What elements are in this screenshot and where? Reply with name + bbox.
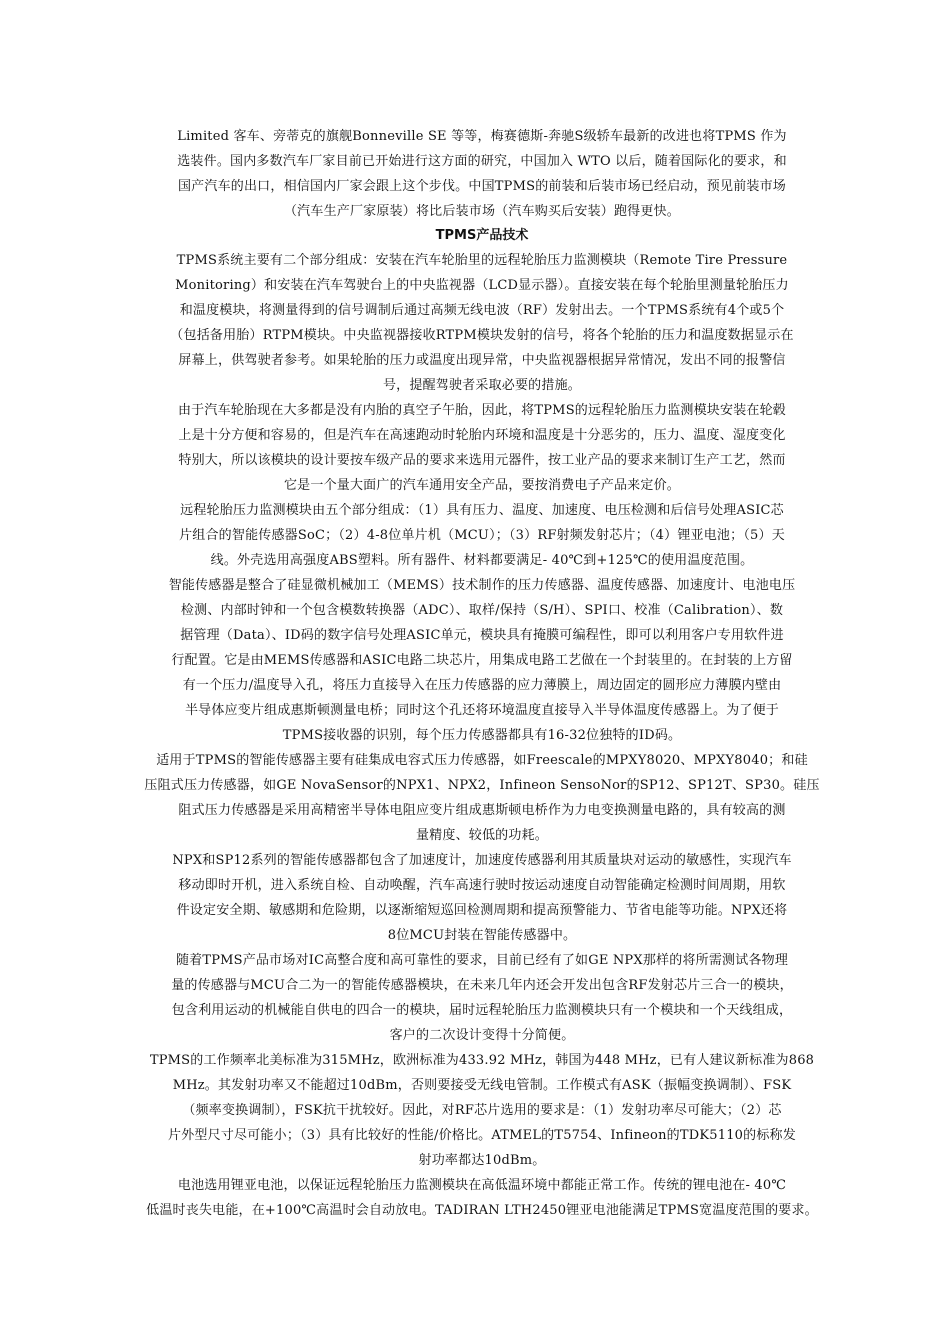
text-line: 阻式压力传感器是采用高精密半导体电阻应变片组成惠斯顿电桥作为力电变换测量电路的，具有较高的测	[178, 803, 786, 818]
text-line: 射功率都达10dBm。	[418, 1153, 546, 1168]
text-line: 片外型尺寸尽可能小；（3）具有比较好的性能/价格比。ATMEL的T5754、Infineon的TDK5110的标称发	[168, 1128, 796, 1143]
text-line: MHz。其发射功率又不能超过10dBm，否则要接受无线电管制。工作模式有ASK（振幅变换调制）、FSK	[172, 1078, 792, 1093]
text-line: 随着TPMS产品市场对IC高整合度和高可靠性的要求，目前已经有了如GE NPX那样的将所需测试各物理	[175, 953, 789, 968]
paragraph-accelerometer	[140, 848, 824, 948]
text-line: 远程轮胎压力监测模块由五个部分组成：（1）具有压力、温度、加速度、电压检测和后信号处理ASIC芯	[180, 503, 784, 518]
intro-paragraph	[140, 124, 824, 224]
text-line: 上是十分方便和容易的，但是汽车在高速跑动时轮胎内环境和温度是十分恶劣的，压力、温度、湿度变化	[178, 428, 786, 443]
text-line: 屏幕上，供驾驶者参考。如果轮胎的压力或温度出现异常，中央监视器根据异常情况，发出不同的报警信	[178, 353, 786, 368]
text-line: 件设定安全期、敏感期和危险期，以逐渐缩短巡回检测周期和提高预警能力、节省电能等功能。NPX还将	[176, 903, 788, 918]
text-line: 半导体应变片组成惠斯顿测量电桥；同时这个孔还将环境温度直接导入半导体温度传感器上。为了便于	[184, 703, 779, 718]
text-line: NPX和SP12系列的智能传感器都包含了加速度计，加速度传感器利用其质量块对运动的敏感性，实现汽车	[172, 853, 792, 868]
text-line: 国产汽车的出口，相信国内厂家会跟上这个步伐。中国TPMS的前装和后装市场已经启动，预见前装市场	[177, 179, 787, 194]
text-line: 移动即时开机，进入系统自检、自动唤醒，汽车高速行驶时按运动速度自动智能确定检测时间周期，用软	[178, 878, 786, 893]
paragraph-system-overview	[140, 248, 824, 398]
text-line: 检测、内部时钟和一个包含模数转换器（ADC）、取样/保持（S/H）、SPI口、校准（Calibration）、数	[180, 603, 784, 618]
paragraph-integration	[140, 948, 824, 1048]
text-line: （频率变换调制），FSK抗干扰较好。因此，对RF芯片选用的要求是：（1）发射功率尽可能大；（2）芯	[182, 1103, 782, 1118]
text-line: 和温度模块，将测量得到的信号调制后通过高频无线电波（RF）发射出去。一个TPMS系统有4个或5个	[179, 303, 785, 318]
text-line: 客户的二次设计变得十分简便。	[389, 1028, 575, 1043]
text-line: Limited 客车、旁蒂克的旗舰Bonneville SE 等等，梅赛德斯-奔驰S级轿车最新的改进也将TPMS 作为	[177, 129, 787, 144]
text-line: 据管理（Data）、ID码的数字信号处理ASIC单元，模块具有掩膜可编程性，即可以利用客户专用软件进	[180, 628, 784, 643]
text-line: 电池选用锂亚电池，以保证远程轮胎压力监测模块在高低温环境中都能正常工作。传统的锂电池在- 40℃	[177, 1178, 787, 1193]
text-line: 有一个压力/温度导入孔，将压力直接导入在压力传感器的应力薄膜上，周边固定的圆形应力薄膜内壁由	[182, 678, 782, 693]
paragraph-module-components	[140, 498, 824, 573]
text-line: 由于汽车轮胎现在大多都是没有内胎的真空子午胎，因此，将TPMS的远程轮胎压力监测模块安装在轮毂	[177, 403, 787, 418]
paragraph-frequency	[140, 1048, 824, 1173]
text-line: Monitoring）和安装在汽车驾驶台上的中央监视器（LCD显示器）。直接安装在每个轮胎里测量轮胎压力	[175, 278, 789, 293]
text-line: 包含利用运动的机械能自供电的四合一的模块，届时远程轮胎压力监测模块只有一个模块和一个天线组成，	[171, 1003, 793, 1018]
text-line: 号，提醒驾驶者采取必要的措施。	[382, 378, 581, 393]
text-line: 低温时丧失电能，在+100℃高温时会自动放电。TADIRAN LTH2450锂亚电池能满足TPMS宽温度范围的要求。	[146, 1203, 818, 1218]
text-line: （包括备用胎）RTPM模块。中央监视器接收RTPM模块发射的信号，将各个轮胎的压力和温度数据显示在	[170, 328, 794, 343]
text-line: 8位MCU封装在智能传感器中。	[387, 928, 577, 943]
text-line: TPMS系统主要有二个部分组成：安装在汽车轮胎里的远程轮胎压力监测模块（Remote Tire Pressure	[176, 253, 788, 268]
text-line: 片组合的智能传感器SoC；（2）4-8位单片机（MCU）；（3）RF射频发射芯片；（4）锂亚电池；（5）天	[179, 528, 785, 543]
text-line: 选装件。国内多数汽车厂家目前已开始进行这方面的研究，中国加入 WTO 以后，随着国际化的要求，和	[177, 154, 787, 169]
text-line: 特别大，所以该模块的设计要按车级产品的要求来选用元器件，按工业产品的要求来制订生产工艺，然而	[178, 453, 786, 468]
text-line: 量的传感器与MCU合二为一的智能传感器模块，在未来几年内还会开发出包含RF发射芯片三合一的模块，	[171, 978, 793, 993]
document-page	[140, 124, 824, 1223]
text-line: （汽车生产厂家原装）将比后装市场（汽车购买后安装）跑得更快。	[283, 204, 680, 219]
paragraph-environment	[140, 398, 824, 498]
text-line: 线。外壳选用高强度ABS塑料。所有器件、材料都要满足- 40℃到+125℃的使用温度范围。	[210, 553, 754, 568]
paragraph-smart-sensor	[140, 573, 824, 748]
text-line: 它是一个量大面广的汽车通用安全产品，要按消费电子产品来定价。	[283, 478, 680, 493]
text-line: 行配置。它是由MEMS传感器和ASIC电路二块芯片，用集成电路工艺做在一个封装里的。在封装的上方留	[171, 653, 793, 668]
text-line: 智能传感器是整合了硅显微机械加工（MEMS）技术制作的压力传感器、温度传感器、加速度计、电池电压	[168, 578, 796, 593]
text-line: TPMS接收器的识别，每个压力传感器都具有16-32位独特的ID码。	[282, 728, 682, 743]
text-line: TPMS的工作频率北美标准为315MHz，欧洲标准为433.92 MHz，韩国为448 MHz，已有人建议新标准为868	[149, 1053, 815, 1068]
paragraph-pressure-sensors	[140, 748, 824, 848]
text-line: 压阻式压力传感器，如GE NovaSensor的NPX1、NPX2，Infineon SensoNor的SP12、SP12T、SP30。硅压	[144, 778, 820, 793]
text-line: 量精度、较低的功耗。	[415, 828, 548, 843]
section-heading: TPMS产品技术	[435, 228, 529, 243]
paragraph-battery	[140, 1173, 824, 1223]
text-line: 适用于TPMS的智能传感器主要有硅集成电容式压力传感器，如Freescale的MPXY8020、MPXY8040；和硅	[156, 753, 808, 768]
